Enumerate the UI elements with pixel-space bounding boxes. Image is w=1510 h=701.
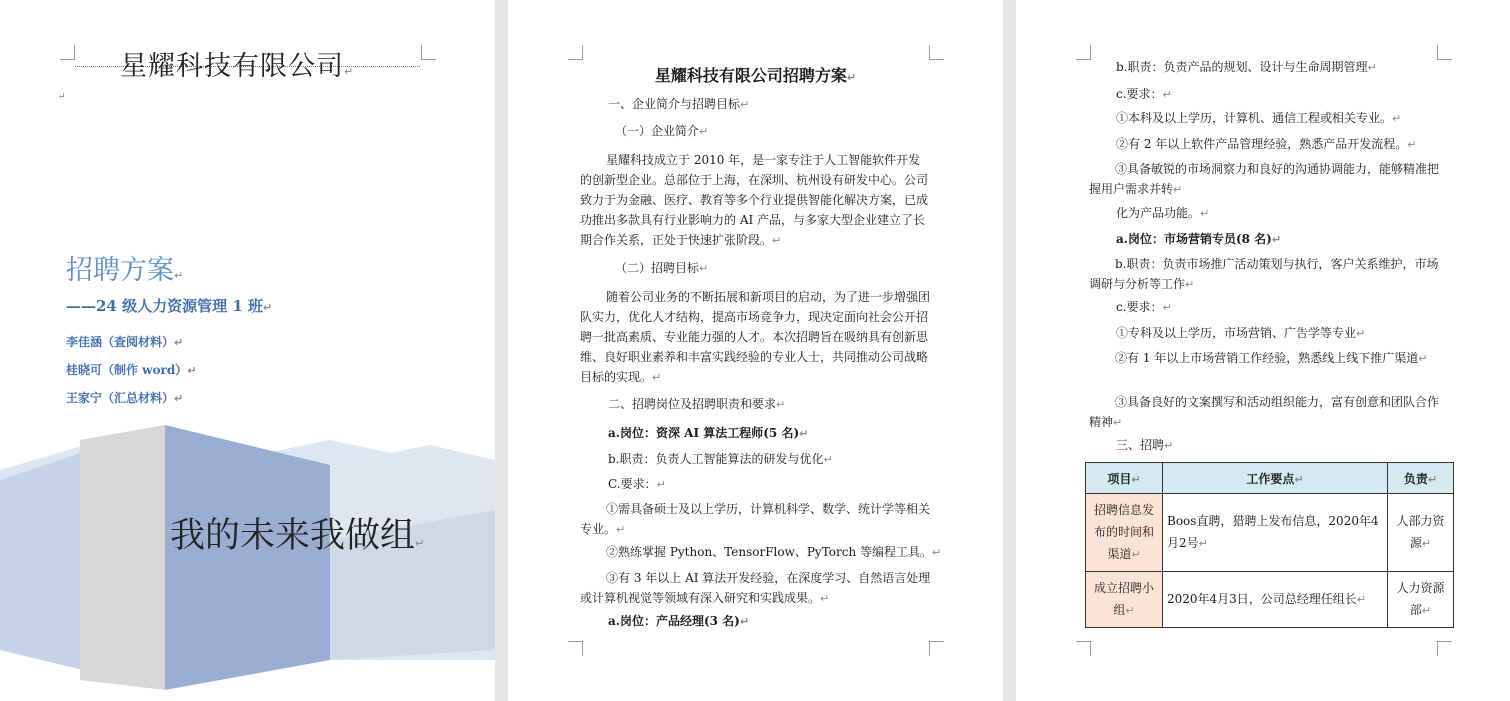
table-row — [1086, 572, 1454, 628]
paragraph-mark: ↵ — [174, 336, 184, 349]
requirement-item — [580, 542, 960, 563]
crop-mark — [929, 641, 944, 656]
cover-shape-gray — [80, 425, 165, 690]
member-line — [66, 361, 196, 378]
subsection-heading — [615, 121, 965, 142]
job-requirements-text: c.要求： — [1116, 300, 1163, 314]
member-name: 王家宁（汇总材料） — [66, 391, 175, 405]
paragraph-mark: ↵ — [1356, 593, 1367, 606]
intro-text: 星耀科技成立于 2010 年，是一家专注于人工智能软件开发的创新型企业。总部位于上海，在深圳、杭州设有研发中心。公司致力于为金融、医疗、教育等多个行业提供智能化解决方案，已成功推出多款具有行业影响力的 AI 产品，与多家大型企业建立了长期合作关系，正处于快速扩张阶段。 — [580, 153, 929, 247]
document-page-3 — [1016, 0, 1510, 701]
cover-subtitle-text: 招聘方案 — [66, 255, 174, 286]
paragraph-mark: ↵ — [1421, 604, 1432, 617]
table-cell — [1388, 494, 1454, 572]
paragraph-mark: ↵ — [1131, 472, 1141, 486]
job-requirements-label — [608, 474, 958, 495]
crop-mark — [1437, 641, 1452, 656]
crop-mark — [568, 641, 583, 656]
section-heading-text: 二、招聘岗位及招聘职责和要求 — [608, 397, 777, 411]
crop-mark — [1076, 45, 1091, 60]
paragraph-mark: ↵ — [799, 427, 809, 440]
slogan — [170, 508, 424, 558]
goal-paragraph — [580, 287, 932, 388]
document-page-2 — [508, 0, 1003, 701]
requirement-item — [580, 499, 932, 540]
requirement-text: ③有 3 年以上 AI 算法开发经验，在深度学习、自然语言处理或计算机视觉等领域有深入研究和实践成果。 — [580, 571, 931, 605]
table-header-cell — [1086, 463, 1163, 494]
requirement-text: ①需具备硕士及以上学历，计算机科学、数学、统计学等相关专业。 — [580, 502, 931, 536]
job-requirements-label — [1116, 297, 1466, 318]
paragraph-mark: ↵ — [344, 65, 355, 78]
paragraph-mark: ↵ — [1421, 537, 1432, 550]
job-requirements-text: C.要求： — [608, 477, 657, 491]
paragraph-mark: ↵ — [656, 478, 666, 491]
subsection-heading-text: （二）招聘目标 — [615, 261, 700, 275]
requirement-item — [1116, 108, 1466, 129]
crop-mark — [568, 45, 583, 60]
subsection-heading — [615, 258, 965, 279]
paragraph-mark: ↵ — [616, 523, 626, 536]
crop-mark — [1076, 641, 1091, 656]
paragraph-mark: ↵ — [1200, 207, 1210, 220]
requirement-text: 化为产品功能。 — [1116, 206, 1201, 220]
requirement-item — [1116, 323, 1466, 344]
paragraph-mark: ↵ — [174, 269, 184, 282]
paragraph-mark: ↵ — [262, 301, 273, 314]
cell-text: Boos直聘，猎聘上发布信息，2020年4月2号 — [1167, 514, 1379, 550]
job-title — [608, 611, 958, 632]
job-duty-text: b.职责：负责市场推广活动策划与执行，客户关系维护，市场调研与分析等工作 — [1089, 257, 1439, 291]
document-title — [508, 63, 1003, 86]
paragraph-mark: ↵ — [1294, 472, 1304, 486]
table-cell — [1163, 494, 1388, 572]
job-title — [608, 423, 958, 444]
cover-page — [0, 0, 495, 701]
paragraph-mark: ↵ — [1198, 537, 1208, 550]
paragraph-mark: ↵ — [740, 98, 750, 111]
paragraph-mark: ↵ — [187, 364, 197, 377]
paragraph-mark: ↵ — [1173, 183, 1183, 196]
paragraph-mark: ↵ — [739, 615, 750, 628]
paragraph-mark: ↵ — [1271, 233, 1282, 246]
intro-paragraph — [580, 150, 932, 251]
cell-text: 2020年4月3日，公司总经理任组长 — [1167, 592, 1357, 606]
class-line — [66, 295, 272, 316]
section-heading — [608, 94, 958, 115]
job-requirements-label — [1116, 84, 1466, 105]
slogan-text: 我的未来我做组 — [170, 516, 416, 556]
crop-mark — [421, 45, 436, 60]
paragraph-mark: ↵ — [820, 592, 830, 605]
requirement-item — [1089, 159, 1443, 200]
member-line — [66, 333, 183, 350]
section-heading — [1116, 435, 1466, 456]
company-name: 星耀科技有限公司 — [120, 51, 344, 82]
class-text: ——24 级人力资源管理 1 班 — [66, 297, 263, 315]
paragraph-mark: ↵ — [1113, 416, 1123, 429]
document-title-text: 星耀科技有限公司招聘方案 — [654, 66, 847, 85]
subsection-heading-text: （一）企业简介 — [615, 124, 700, 138]
job-duty-text: b.职责：负责人工智能算法的研发与优化 — [608, 452, 824, 466]
paragraph-mark: ↵ — [1162, 88, 1172, 101]
paragraph-mark: ↵ — [1125, 604, 1135, 617]
requirement-text: ②熟练掌握 Python、TensorFlow、PyTorch 等编程工具。 — [606, 545, 933, 559]
job-duty — [1116, 57, 1466, 78]
company-title — [120, 44, 354, 83]
paragraph-mark: ↵ — [415, 537, 425, 550]
cover-subtitle — [66, 248, 183, 287]
paragraph-mark: ↵ — [776, 398, 786, 411]
job-title-text: a.岗位：产品经理(3 名) — [608, 614, 740, 628]
paragraph-mark: ↵ — [58, 92, 66, 102]
header-text: 负责 — [1403, 471, 1428, 486]
paragraph-mark: ↵ — [1407, 138, 1417, 151]
cell-text: 成立招聘小组 — [1093, 581, 1154, 617]
paragraph-mark: ↵ — [1356, 327, 1366, 340]
section-heading — [608, 394, 958, 415]
table-header-cell — [1163, 463, 1388, 494]
paragraph-mark: ↵ — [772, 234, 782, 247]
cell-text: 人力资源部 — [1396, 581, 1445, 617]
paragraph-mark: ↵ — [652, 371, 662, 384]
table-cell — [1163, 572, 1388, 628]
cover-graphic — [0, 420, 495, 701]
member-line — [66, 389, 183, 406]
job-duty — [608, 449, 958, 470]
paragraph-mark: ↵ — [1418, 352, 1428, 365]
requirement-continuation — [1116, 203, 1466, 224]
paragraph-mark: ↵ — [1367, 61, 1377, 74]
table-header-row — [1086, 463, 1454, 494]
requirement-text: ①专科及以上学历，市场营销、广告学等专业 — [1116, 326, 1357, 340]
paragraph-mark: ↵ — [699, 262, 709, 275]
paragraph-mark: ↵ — [1185, 278, 1195, 291]
section-heading-text: 一、企业简介与招聘目标 — [608, 97, 741, 111]
paragraph-mark: ↵ — [1131, 548, 1141, 561]
table-cell — [1086, 572, 1163, 628]
section-heading-text: 三、招聘 — [1116, 438, 1165, 452]
paragraph-mark: ↵ — [823, 453, 833, 466]
job-requirements-text: c.要求： — [1116, 87, 1163, 101]
job-title — [1116, 229, 1466, 250]
paragraph-mark: ↵ — [846, 71, 857, 84]
paragraph-mark: ↵ — [1392, 112, 1402, 125]
requirement-text: ②有 2 年以上软件产品管理经验，熟悉产品开发流程。 — [1116, 137, 1408, 151]
job-title-text: a.岗位：市场营销专员(8 名) — [1116, 232, 1272, 246]
requirement-item — [1089, 348, 1443, 369]
member-name: 桂晓可（制作 word） — [66, 363, 188, 377]
table-cell — [1086, 494, 1163, 572]
requirement-text: ②有 1 年以上市场营销工作经验，熟悉线上线下推广渠道 — [1115, 351, 1419, 365]
table-cell — [1388, 572, 1454, 628]
job-duty — [1089, 254, 1443, 295]
paragraph-mark: ↵ — [1427, 472, 1438, 486]
requirement-text: ①本科及以上学历，计算机、通信工程或相关专业。 — [1116, 111, 1393, 125]
job-duty-text: b.职责：负责产品的规划、设计与生命周期管理 — [1116, 60, 1368, 74]
requirement-item — [1089, 392, 1443, 433]
requirement-item — [580, 568, 932, 609]
requirement-text: ③具备良好的文案撰写和活动组织能力，富有创意和团队合作精神 — [1089, 395, 1440, 429]
header-text: 项目 — [1107, 471, 1132, 486]
cell-text: 招聘信息发布的时间和渠道 — [1093, 503, 1154, 561]
cell-text: 人部力资源 — [1396, 514, 1445, 550]
header-text: 工作要点 — [1246, 471, 1295, 486]
paragraph-mark: ↵ — [174, 392, 184, 405]
requirement-item — [1116, 134, 1476, 155]
paragraph-mark: ↵ — [1164, 439, 1174, 452]
paragraph-mark: ↵ — [699, 125, 709, 138]
table-row — [1086, 494, 1454, 572]
requirement-text: ③具备敏锐的市场洞察力和良好的沟通协调能力，能够精准把握用户需求并转 — [1089, 162, 1440, 196]
paragraph-mark: ↵ — [1162, 301, 1172, 314]
table-header-cell — [1388, 463, 1454, 494]
member-name: 李佳涵（查阅材料） — [66, 335, 175, 349]
job-title-text: a.岗位：资深 AI 算法工程师(5 名) — [608, 426, 800, 440]
goal-text: 随着公司业务的不断拓展和新项目的启动，为了进一步增强团队实力，优化人才结构，提高市场竞争力，现决定面向社会公开招聘一批高素质、专业能力强的人才。本次招聘旨在吸纳具有创新思维、良好职业素养和丰富实践经验的专业人士，共同推动公司战略目标的实现。 — [580, 290, 931, 384]
crop-mark — [60, 45, 75, 60]
paragraph-mark: ↵ — [932, 546, 942, 559]
crop-mark — [929, 45, 944, 60]
recruitment-table — [1085, 462, 1454, 628]
